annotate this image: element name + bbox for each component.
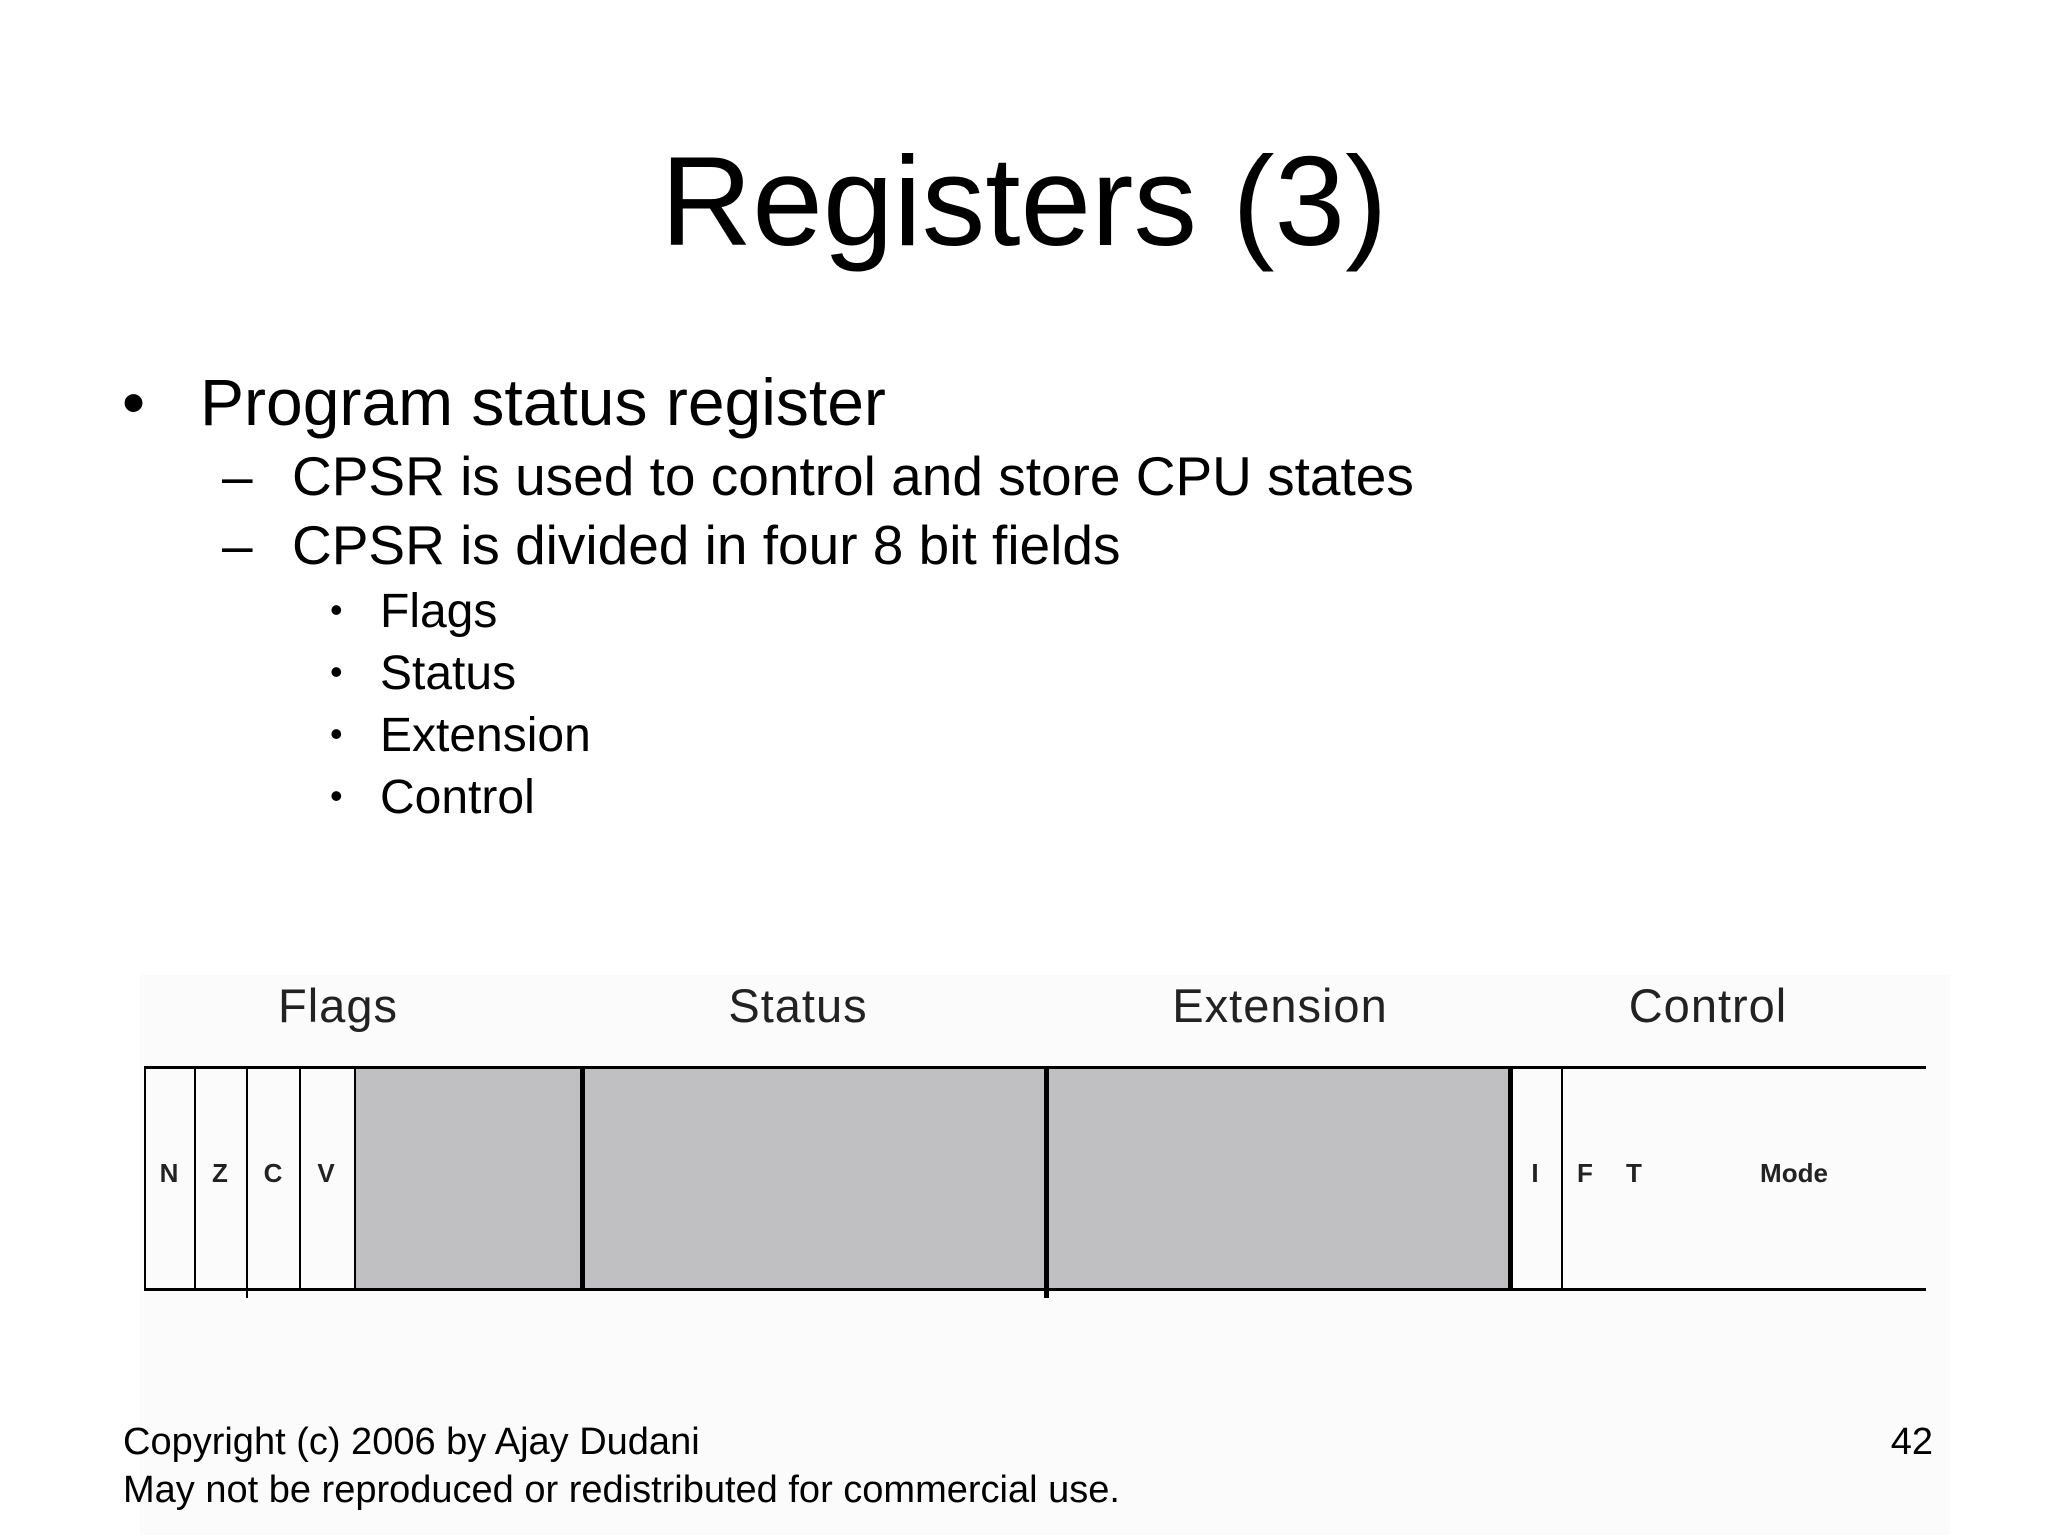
cpsr-box-bottom-border xyxy=(144,1288,1926,1291)
bit-label-c: C xyxy=(263,1158,283,1188)
field-label-flags: Flags xyxy=(278,979,398,1032)
dash-marker: – xyxy=(222,445,253,507)
list-item-text: Extension xyxy=(380,709,591,762)
list-item-text: Status xyxy=(380,647,517,700)
field-label-extension: Extension xyxy=(1172,979,1388,1032)
extension-field-area xyxy=(1049,1069,1508,1288)
bit-label-z: Z xyxy=(212,1158,228,1188)
bit-label-v: V xyxy=(317,1158,335,1188)
divider-v-reserved xyxy=(354,1066,356,1291)
dash-marker: – xyxy=(222,514,253,576)
list-item-text: Flags xyxy=(380,585,498,638)
footer-copyright: Copyright (c) 2006 by Ajay Dudani xyxy=(123,1421,700,1463)
divider-c-v xyxy=(299,1066,301,1291)
divider-extension-control xyxy=(1508,1066,1513,1291)
divider-n-z xyxy=(194,1066,196,1291)
cpsr-box-top-border xyxy=(144,1066,1926,1069)
divider-flags-status xyxy=(580,1066,585,1291)
bullet-marker: • xyxy=(330,713,343,754)
sub-bullet-text: CPSR is divided in four 8 bit fields xyxy=(292,514,1121,576)
bit-label-f: F xyxy=(1577,1158,1593,1188)
bit-label-i: I xyxy=(1531,1158,1539,1188)
divider-i-f xyxy=(1561,1066,1563,1291)
flags-reserved-bits xyxy=(356,1069,580,1288)
bullet-marker: • xyxy=(330,589,343,630)
footer-notice: May not be reproduced or redistributed for commercial use. xyxy=(123,1469,1120,1511)
bit-label-t: T xyxy=(1626,1158,1642,1188)
slide-title: Registers (3) xyxy=(660,130,1388,272)
field-label-status: Status xyxy=(728,979,868,1032)
bullet-text: Program status register xyxy=(200,365,886,439)
divider-status-extension xyxy=(1044,1066,1049,1298)
page-number: 42 xyxy=(1890,1421,1933,1463)
list-item-text: Control xyxy=(380,771,535,824)
divider-z-c xyxy=(246,1066,248,1298)
bullet-marker: • xyxy=(330,775,343,816)
bullet-marker: • xyxy=(122,365,146,439)
bullet-marker: • xyxy=(330,651,343,692)
field-label-control: Control xyxy=(1628,979,1788,1032)
sub-bullet-text: CPSR is used to control and store CPU states xyxy=(292,445,1414,507)
divider-left-edge xyxy=(144,1066,146,1291)
status-field-area xyxy=(585,1069,1044,1288)
bit-label-mode: Mode xyxy=(1760,1158,1828,1188)
bit-label-n: N xyxy=(159,1158,179,1188)
